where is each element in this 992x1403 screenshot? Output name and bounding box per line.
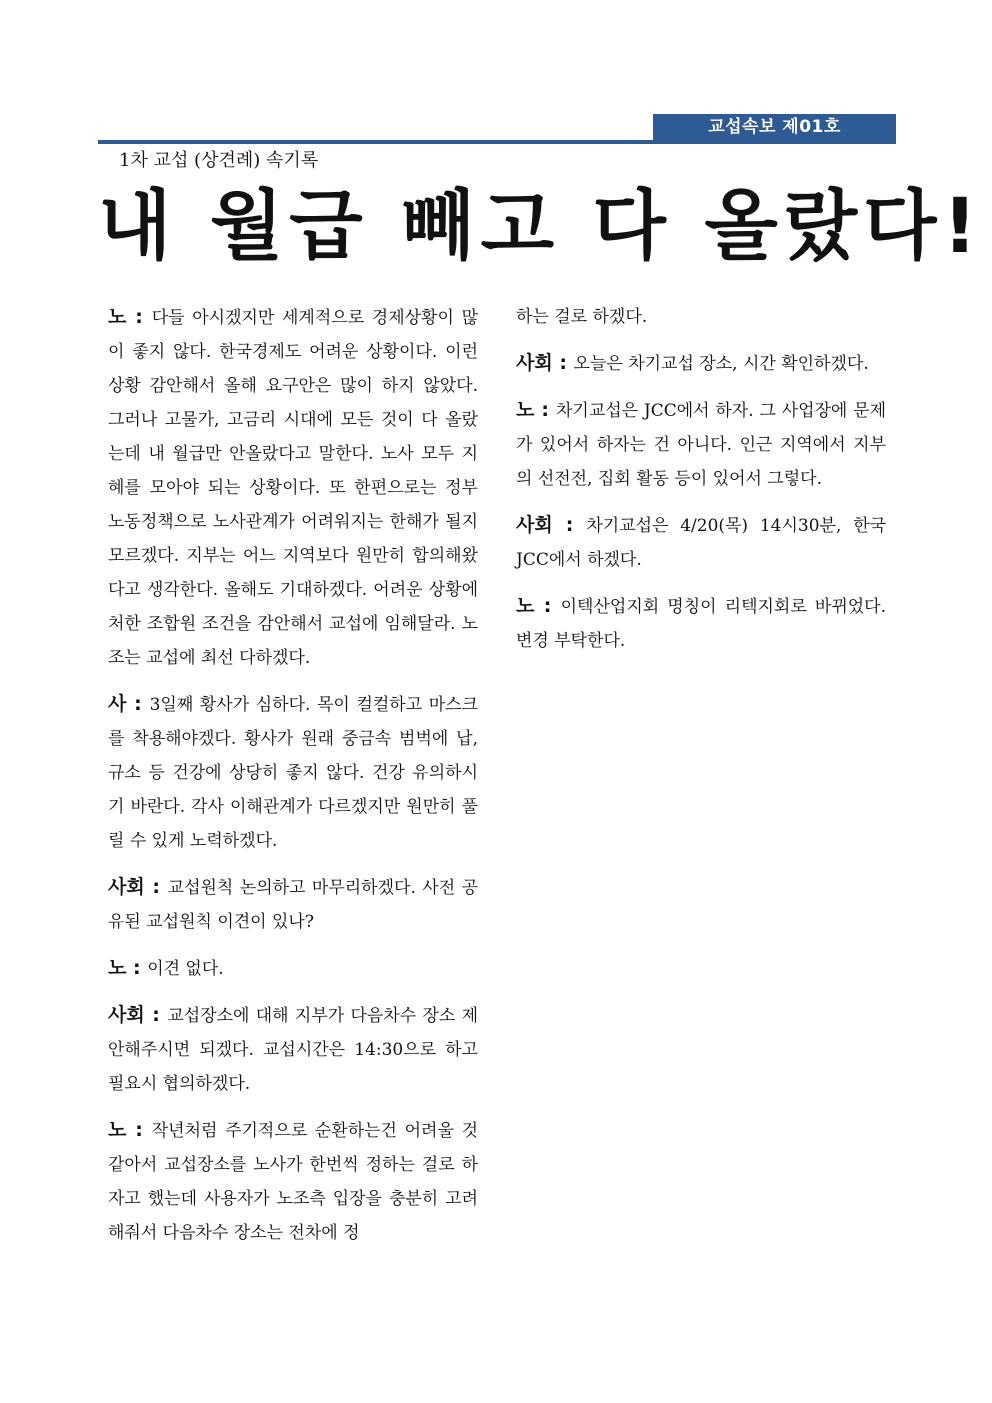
speaker-separator: :: [552, 352, 574, 374]
speaker-separator: :: [534, 399, 556, 421]
speech-text: 작년처럼 주기적으로 순환하는건 어려울 것 같아서 교섭장소를 노사가 한번씩 정하는 걸로 하자고 했는데 사용자가 노조측 입장을 충분히 고려해줘서 다음차수 장소는 전차에 정: [108, 1121, 478, 1243]
speech-text: 교섭원칙 논의하고 마무리하겠다. 사전 공유된 교섭원칙 이견이 있나?: [108, 878, 478, 932]
speaker-label: 사회: [516, 352, 553, 374]
speaker-label: 사회: [108, 876, 145, 898]
speech-text: 차기교섭은 JCC에서 하자. 그 사업장에 문제가 있어서 하자는 건 아니다. 인근 지역에서 지부의 선전전, 집회 활동 등이 있어서 그렇다.: [516, 401, 887, 489]
speaker-separator: :: [126, 957, 148, 979]
page-headline: 내 월급 빼고 다 올랐다!: [98, 181, 984, 270]
speaker-separator: :: [126, 693, 150, 715]
transcript-paragraph: [516, 393, 886, 496]
speaker-label: 사: [108, 693, 127, 715]
speaker-label: 노: [108, 957, 127, 979]
transcript-paragraph: [108, 300, 478, 675]
speaker-label: 사회: [516, 514, 553, 536]
speaker-label: 노: [108, 1119, 127, 1141]
speaker-separator: :: [552, 514, 587, 536]
speech-text: 교섭장소에 대해 지부가 다음차수 장소 제안해주시면 되겠다. 교섭시간은 14:30으로 하고 필요시 협의하겠다.: [108, 1006, 479, 1094]
speaker-separator: :: [126, 1119, 152, 1141]
speech-text: 하는 걸로 하겠다.: [516, 307, 648, 327]
transcript-paragraph: [108, 1113, 478, 1250]
page-subtitle: 1차 교섭 (상견례) 속기록: [119, 150, 319, 171]
speaker-separator: :: [144, 1004, 168, 1026]
transcript-paragraph: [108, 998, 478, 1101]
speech-text: 다들 아시겠지만 세계적으로 경제상황이 많이 좋지 않다. 한국경제도 어려운 상황이다. 이런 상황 감안해서 올해 요구안은 많이 하지 않았다. 그러나 고물가, 고금리 시대에 모든 것이 다 올랐는데 내 월급만 안올랐다고 말한다. 노사 모두 지혜를 모아야 되는 상황이다. 또 한편으로는 정부 노동정책으로 노사관계가 어려워지는 한해가 될지 모르겠다. 지부는 어느 지역보다 원만히 합의해왔다고 생각한다. 올해도 기대하겠다. 어려운 상황에 처한 조합원 조건을 감안해서 교섭에 임해달라. 노조는 교섭에 최선 다하겠다.: [108, 308, 478, 668]
speaker-label: 노: [516, 595, 535, 617]
transcript-paragraph: [108, 687, 478, 858]
transcript-paragraph: [108, 870, 478, 939]
speaker-separator: :: [126, 306, 152, 328]
speech-text: 차기교섭은 4/20(목) 14시30분, 한국 JCC에서 하겠다.: [516, 516, 886, 570]
speech-text: 이텍산업지회 명칭이 리텍지회로 바뀌었다. 변경 부탁한다.: [516, 597, 886, 651]
speech-text: 오늘은 차기교섭 장소, 시간 확인하겠다.: [573, 354, 869, 374]
speaker-label: 노: [516, 399, 535, 421]
right-column: [516, 300, 886, 670]
speaker-separator: :: [144, 876, 168, 898]
issue-badge: 교섭속보 제01호: [653, 114, 896, 141]
speaker-label: 사회: [108, 1004, 145, 1026]
speech-text: 이견 없다.: [147, 959, 224, 979]
transcript-paragraph: [516, 508, 886, 577]
speaker-separator: :: [534, 595, 561, 617]
left-column: [108, 300, 478, 1262]
speaker-label: 노: [108, 306, 127, 328]
transcript-paragraph: [516, 589, 886, 658]
header-rule: [98, 140, 896, 144]
transcript-paragraph: [516, 300, 886, 334]
transcript-paragraph: [516, 346, 886, 381]
speech-text: 3일째 황사가 심하다. 목이 컬컬하고 마스크를 착용해야겠다. 황사가 원래 중금속 범벅에 납, 규소 등 건강에 상당히 좋지 않다. 건강 유의하시기 바란다. 각사 이해관계가 다르겠지만 원만히 풀릴 수 있게 노력하겠다.: [108, 695, 478, 851]
transcript-paragraph: [108, 951, 478, 986]
